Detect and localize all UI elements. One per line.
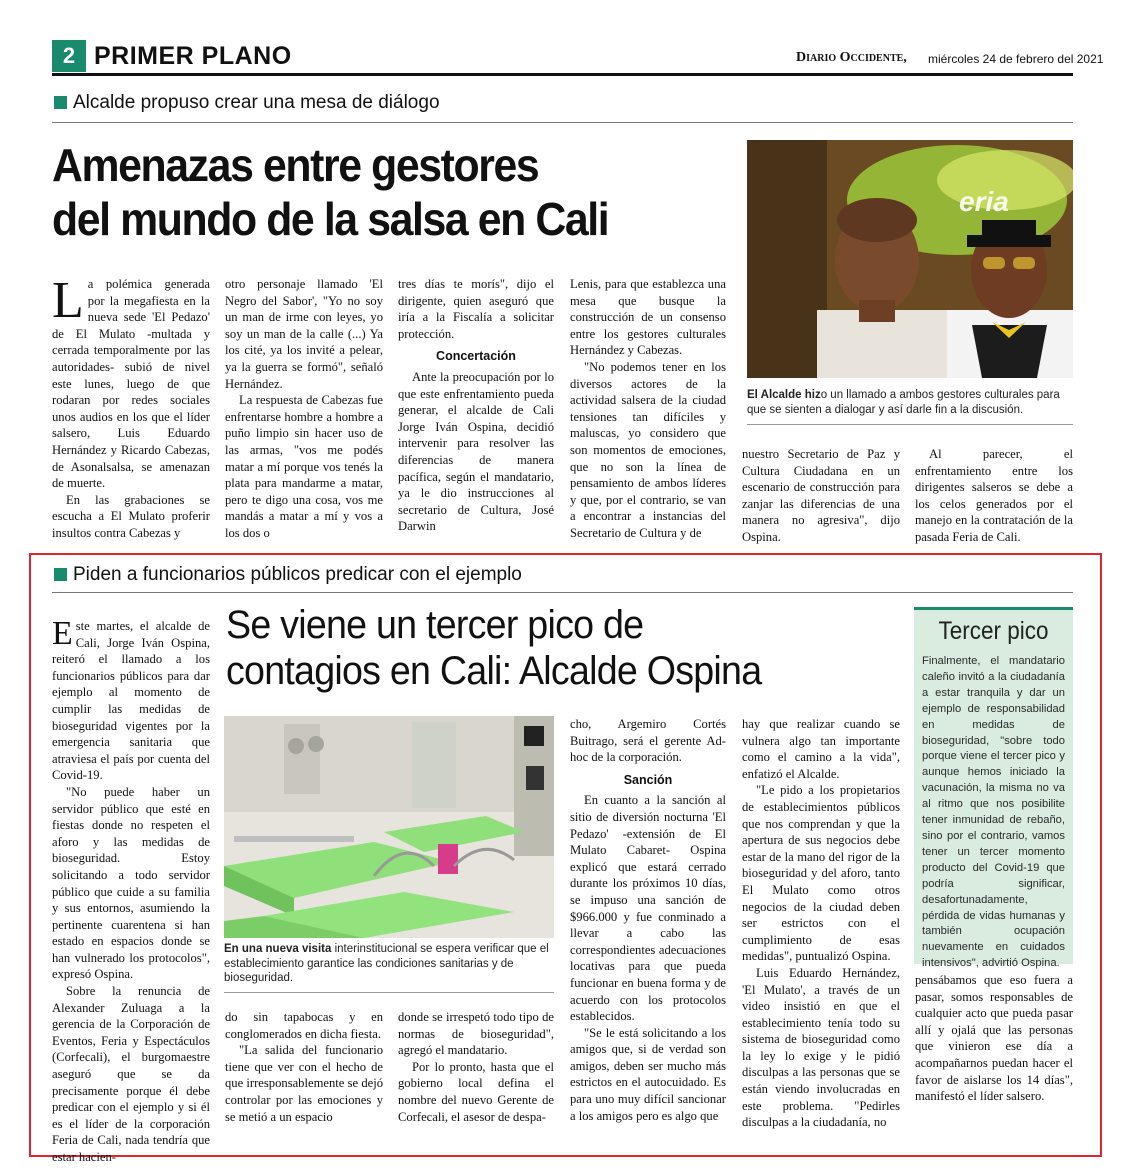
article2-col2-p2: "La salida del funcionario tiene que ver con el hecho de que irresponsablemente se dejó controlar por las emociones y se metió a un espacio: [225, 1043, 383, 1124]
publication-date: miércoles 24 de febrero del 2021: [928, 52, 1104, 66]
article1-photo-caption: [747, 388, 1073, 417]
article1-headline: [52, 138, 694, 246]
article2-col4-p1: cho, Argemiro Cortés Buitrago, será el gerente Ad-hoc de la corporación.: [570, 717, 726, 765]
article1-col1-p1: a polémica generada por la megafiesta en la nueva sede 'El Pedazo' de El Mulato -multada y cerrada temporalmente por las autoridades- subió de nivel este lunes, luego de que rodaran por redes sociales unos audios en los que el líder salsero, Luis Eduardo Hernández y Ricardo Cabezas, de Asonalsalsa, se amenazan de muerte.: [52, 277, 210, 491]
caption-rest: o un llamado a ambos gestores culturales para que se sienten a dialogar y así darle fin a la discusión.: [747, 389, 1060, 416]
article1-column-1: [52, 272, 210, 542]
article2-col5-p1: hay que realizar cuando se vulnera algo tan importante como el camino a la vida", enfatizó el Alcalde.: [742, 717, 900, 781]
caption2-rule: [224, 992, 554, 993]
article1-column-6: [915, 446, 1073, 546]
article2-col1-p2: "No puede haber un servidor público que esté en fiestas donde no respeten el aforo y las medidas de bioseguridad. Estoy solicitando a todo servidor público que cuide a su familia y sus entornos, asumiendo la pertinente cuarentena si han estado en espacios donde se han vulnerado los protocolos", expresó Ospina.: [52, 784, 210, 982]
article2-col3-p2: Por lo pronto, hasta que el gobierno local defina el nombre del nuevo Gerente de Corfecali, el asesor de despa-: [398, 1059, 554, 1124]
article1-column-4: [570, 276, 726, 542]
hospital-illustration: [224, 716, 554, 938]
article2-kicker-text: Piden a funcionarios públicos predicar con el ejemplo: [73, 564, 522, 585]
article1-kicker: [54, 91, 440, 115]
article2-column-2: [225, 1009, 383, 1125]
article1-col2-p1: otro personaje llamado 'El Negro del Sabor', "Yo no soy un man de irme con leyes, yo soy un man de la calle (...) Ya los cité, ya los invité a pelear, ya la guerra se formó", señaló Hernández.: [225, 277, 383, 391]
article1-dropcap: L: [52, 272, 84, 329]
article1-col4-p2: "No podemos tener en los diversos actores de la actividad salsera de la ciudad tensiones tan difíciles y maluscas, yo considero que son momentos de emociones, que no son la línea de pensamiento de ambos líderes y que, por el contrario, se van a encontrar a instancias del Secretario de Cultura y de: [570, 359, 726, 540]
kicker2-rule: [52, 592, 1073, 593]
article2-col4-p3: "Se le está solicitando a los amigos que, si de verdad son amigos, deben ser mucho más estrictos en el autocuidado. Es para uno muy difícil sancionar a los amigos pero es algo que: [570, 1025, 726, 1123]
article2-column-5: [742, 716, 900, 1131]
kicker-rule: [52, 122, 1073, 123]
headline-line-1: Amenazas entre gestores: [52, 139, 539, 191]
article1-column-5: [742, 446, 900, 546]
article2-column-3: [398, 1009, 554, 1125]
article1-subhead-concertacion: Concertación: [436, 349, 516, 364]
article2-col3-p1: donde se irrespetó todo tipo de normas de bioseguridad", agregó el mandatario.: [398, 1010, 554, 1058]
article1-col5-p1: nuestro Secretario de Paz y Cultura Ciudadana en un escenario de construcción para zanjar las diferencias de una manera no agresiva", dijo Ospina.: [742, 447, 900, 544]
headline2-line-1: Se viene un tercer pico de: [226, 603, 644, 647]
headline2-line-2: contagios en Cali: Alcalde Ospina: [226, 649, 762, 693]
kicker-square-icon: [54, 568, 67, 581]
salsa-leaders-photo: [747, 140, 1073, 378]
section-title: PRIMER PLANO: [94, 42, 292, 70]
article1-col3-p2: Ante la preocupación por lo que este enfrentamiento pueda generar, el alcalde de Cali Jorge Iván Ospina, decidió intervenir para resolver las diferencias de manera pacífica, según el mandatario, ya le dio instrucciones al secretario de Cultura, José Darwin: [398, 369, 554, 534]
article1-column-2: [225, 276, 383, 542]
caption2-rest: interinstitucional se espera verificar que el establecimiento garantice las condiciones sanitarias y de bioseguridad.: [224, 943, 549, 984]
kicker-square-icon: [54, 96, 67, 109]
article2-photo-caption: [224, 942, 554, 986]
article2-column-4: [570, 716, 726, 1124]
article1-col2-p2: La respuesta de Cabezas fue enfrentarse hombre a hombre a puño limpio sin hacer uso de las armas, "vos me podés matar a mí porque vos tenés la plata para mandarme a matar, pero te digo una cosa, vos me mandás a matar a mí y vos a los dos o: [225, 393, 383, 540]
article2-col5-p2: "Le pido a los propietarios de establecimientos públicos que nos comprendan y que la apertura de sus negocios debe estar de la mano del rigor de la bioseguridad y del aforo, tanto El Mulato como otros negocios de la ciudad deben ser estrictos con el cumplimiento de esas medidas", puntualizó Ospina.: [742, 783, 900, 964]
article2-col2-p1: do sin tapabocas y en conglomerados en dicha fiesta.: [225, 1010, 383, 1041]
page-number-badge: 2: [52, 40, 86, 72]
header-rule: [52, 73, 1073, 76]
article1-column-3: [398, 276, 554, 535]
article2-col5-p3: Luis Eduardo Hernández, 'El Mulato', a través de un video insistió en que el establecimiento tenía todo su sistema de bioseguridad como la ley lo exige y le pidió disculpas a las personas que se están viendo involucradas en este problema. "Pedirles disculpas a la ciudadanía, no: [742, 965, 900, 1130]
article1-kicker-text: Alcalde propuso crear una mesa de diálogo: [73, 92, 440, 113]
headline-line-2: del mundo de la salsa en Cali: [52, 193, 609, 245]
article2-col1-p3: Sobre la renuncia de Alexander Zuluaga a la gerencia de la Corporación de Eventos, Feria y Espectáculos (Corfecali), el burgomaestre aseguró que se da precisamente porque él debe predicar con el ejemplo y si él es el líder de la corporación Feria de Cali, nada tendría que estar hacien-: [52, 984, 210, 1164]
article2-headline: [226, 602, 884, 694]
article2-column-1: [52, 615, 210, 1166]
article1-col1-p2: En las grabaciones se escucha a El Mulato proferir insultos contra Cabezas y: [52, 492, 210, 540]
caption-bold: El Alcalde hiz: [747, 389, 821, 401]
article2-col6-p1: pensábamos que eso fuera a pasar, somos responsables de cualquier acto que pueda pasar allí y ojalá que las personas que vinieron ese día a acompañarnos puedan hacer el favor de aislarse los 14 días", manifestó el líder salsero.: [915, 973, 1073, 1104]
article2-kicker: [54, 563, 522, 587]
hospital-beds-photo: [224, 716, 554, 938]
article2-dropcap: E: [52, 615, 73, 652]
caption-rule: [747, 424, 1073, 425]
photo-illustration: [747, 140, 1073, 378]
newspaper-name: Diario Occidente,: [796, 50, 907, 65]
article1-col3-p1: tres días te morís", dijo el dirigente, quien aseguró que iría a la Fiscalía a solicitar protección.: [398, 277, 554, 341]
article2-subhead-sancion: Sanción: [623, 772, 673, 787]
tercer-pico-sidebar: [914, 607, 1073, 970]
sidebar-title: Tercer pico: [938, 617, 1049, 645]
caption2-bold: En una nueva visita: [224, 943, 332, 955]
sidebar-text: Finalmente, el mandatario caleño invitó a la ciudadanía a estar tranquila y dar un ejemplo de responsabilidad en medidas de bioseguridad, "sobre todo porque viene el tercer pico y aunque hemos iniciado la vacunación, la misma no va al ritmo que nos posibilite tener inmunidad de rebaño, sino por el contrario, vamos tener un tercer momento producto del Covid-19 que podría significar, desafortunadamente, pérdida de vidas humanas y también ocupación nuevamente en cuidados intensivos", advirtió Ospina.: [922, 655, 1065, 970]
article1-col4-p1: Lenis, para que establezca una mesa que busque la construcción de un consenso entre los gestores culturales Hernández y Cabezas.: [570, 277, 726, 358]
article2-column-6: [915, 972, 1073, 1105]
article2-col4-p2: En cuanto a la sanción al sitio de diversión nocturna 'El Pedazo' -extensión de El Mulato Cabaret- Ospina explicó que estará cerrado durante los próximos 10 días, se impuso una sanción de $966.000 y fue conminado a llevar a cabo las correspondientes adecuaciones locativas para que pueda funcionar en buena forma y de acuerdo con los protocolos establecidos.: [570, 793, 726, 1024]
photo-banner-text: eria: [959, 186, 1009, 217]
article2-col1-p1: ste martes, el alcalde de Cali, Jorge Iván Ospina, reiteró el llamado a los funcionarios públicos para dar ejemplo al momento de cumplir las medidas de bioseguridad vigentes por la emergencia sanitaria que atraviesa el país por cuenta del Covid-19.: [52, 619, 210, 783]
article1-col6-p1: Al parecer, el enfrentamiento entre los dirigentes salseros se debe a los celos generados por el manejo en la contratación de la pasada Feria de Cali.: [915, 447, 1073, 544]
